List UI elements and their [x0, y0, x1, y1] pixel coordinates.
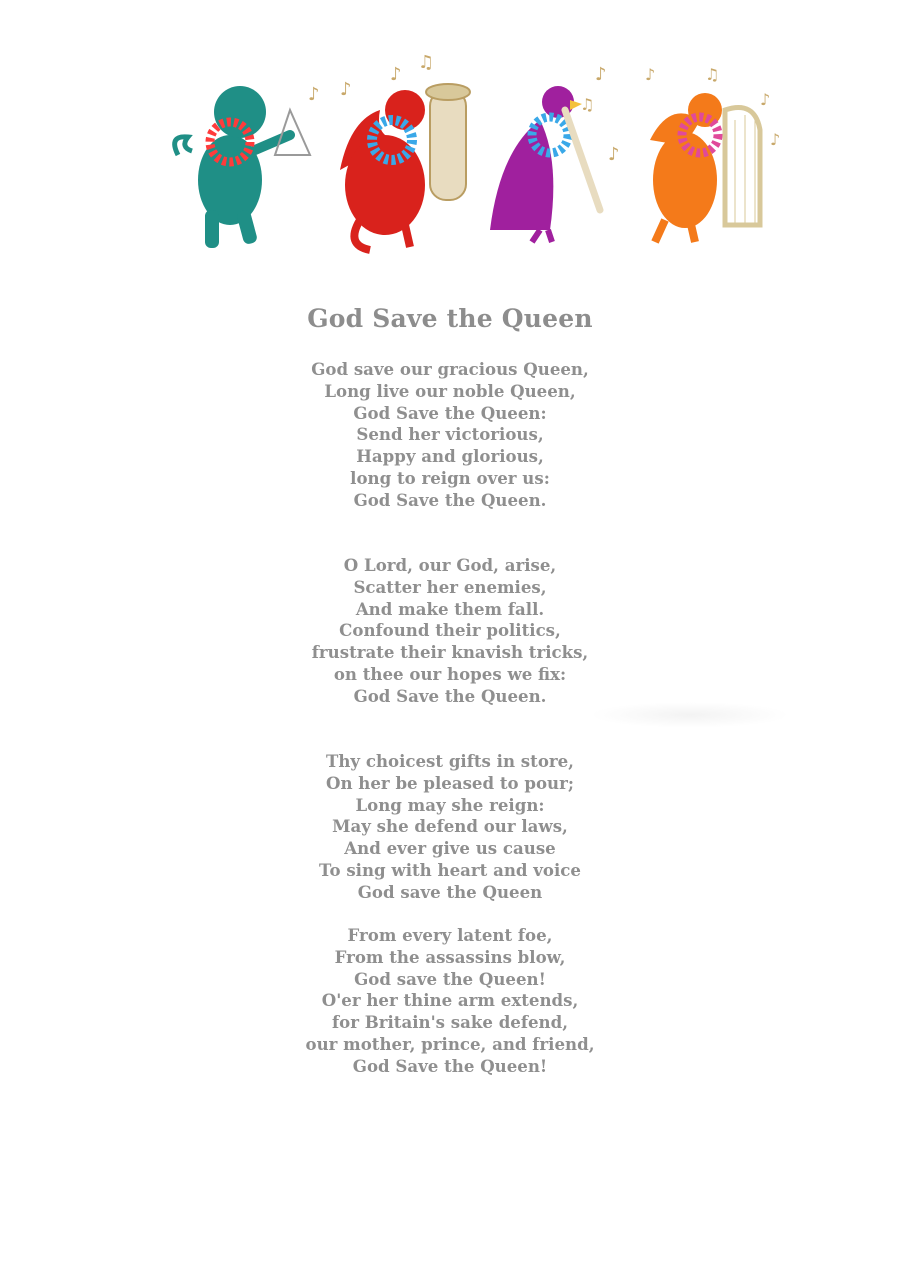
svg-text:♫: ♫: [705, 65, 720, 84]
verse-2: [0, 555, 900, 708]
verse-4: [0, 925, 900, 1078]
svg-text:♪: ♪: [770, 130, 781, 149]
verse-line: O Lord, our God, arise,: [343, 555, 557, 575]
griffin-figure: [645, 65, 780, 242]
paper-smudge: [590, 702, 790, 728]
banner-illustration: [160, 50, 790, 260]
verse-line: Happy and glorious,: [356, 446, 544, 467]
verse-line: God save the Queen: [357, 881, 543, 902]
verse-line: for Britain's sake defend,: [331, 1012, 568, 1033]
svg-text:♪: ♪: [390, 64, 402, 85]
verse-line: God save our gracious Queen,: [311, 359, 589, 379]
verse-line: To sing with heart and voice: [319, 859, 581, 880]
svg-text:♪: ♪: [595, 64, 607, 85]
verse-line: And ever give us cause: [344, 838, 556, 859]
verse-line: O'er her thine arm extends,: [321, 990, 579, 1011]
verse-line: Thy choicest gifts in store,: [326, 751, 574, 771]
verse-line: God Save the Queen.: [353, 685, 547, 706]
verse-line: And make them fall.: [355, 598, 545, 619]
verse-line: From every latent foe,: [347, 925, 553, 945]
verse-line: our mother, prince, and friend,: [305, 1033, 595, 1054]
eagle-figure: [490, 64, 620, 242]
heraldic-musicians-banner: [160, 50, 790, 260]
verse-line: on thee our hopes we fix:: [333, 663, 567, 684]
verse-line: From the assassins blow,: [334, 946, 566, 967]
verse-line: long to reign over us:: [350, 467, 550, 488]
poem-title: God Save the Queen: [307, 304, 593, 333]
verse-line: God Save the Queen:: [353, 402, 547, 423]
verse-line: Long may she reign:: [355, 794, 545, 815]
lion-figure: [175, 84, 320, 248]
verse-line: God Save the Queen!: [352, 1055, 548, 1076]
verse-line: God save the Queen!: [354, 968, 546, 989]
svg-text:♫: ♫: [418, 52, 435, 73]
svg-text:♫: ♫: [580, 95, 595, 114]
verse-3: [0, 751, 900, 904]
svg-text:♪: ♪: [340, 79, 352, 100]
verse-line: Long live our noble Queen,: [324, 380, 576, 401]
verse-line: May she defend our laws,: [332, 816, 568, 837]
svg-text:♪: ♪: [645, 65, 656, 84]
svg-text:♪: ♪: [608, 144, 620, 165]
verse-line: Confound their politics,: [339, 620, 561, 641]
verse-line: Scatter her enemies,: [353, 576, 547, 597]
verse-line: frustrate their knavish tricks,: [311, 642, 589, 663]
svg-text:♪: ♪: [308, 84, 320, 105]
dragon-figure: [340, 52, 470, 250]
verse-line: Send her victorious,: [356, 424, 544, 445]
svg-text:♪: ♪: [760, 90, 771, 109]
verse-line: God Save the Queen.: [353, 489, 547, 510]
verse-1: [0, 359, 900, 512]
verse-line: On her be pleased to pour;: [326, 772, 574, 793]
